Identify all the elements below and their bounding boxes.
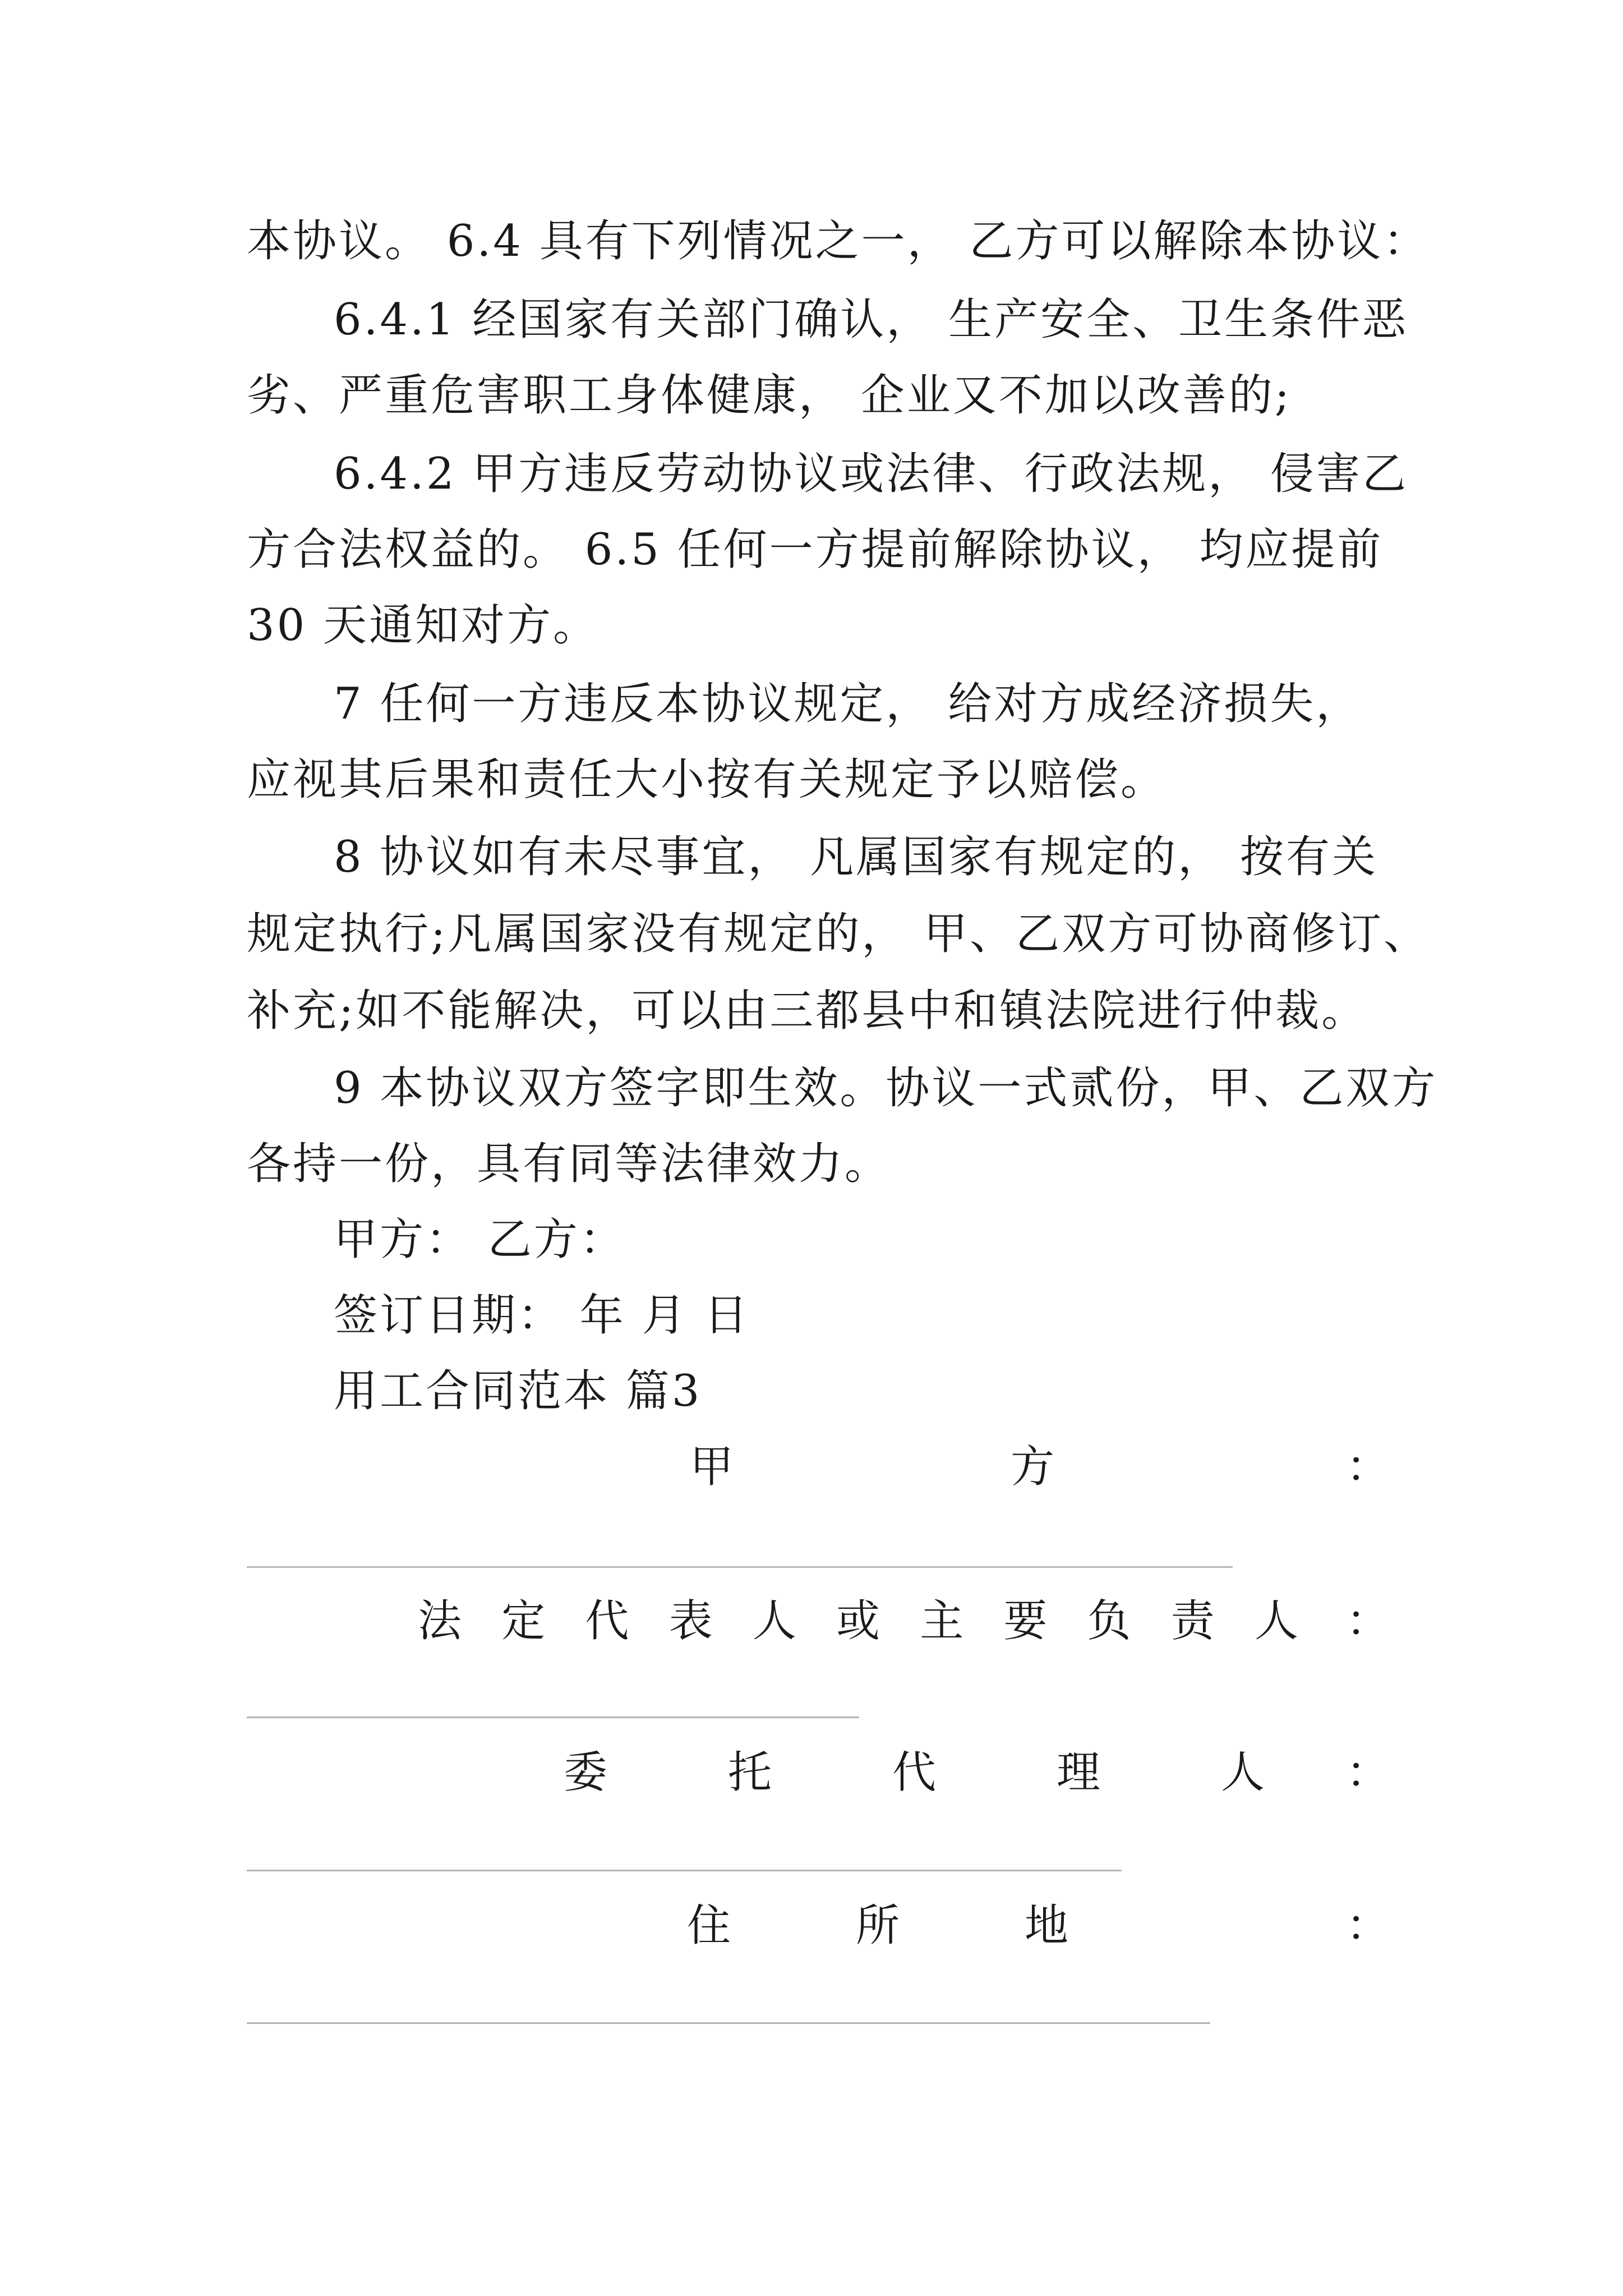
- text-line: 8 协议如有未尽事宜， 凡属国家有规定的， 按有关: [334, 832, 1378, 882]
- text-line: 本协议。 6.4 具有下列情况之一， 乙方可以解除本协议：: [247, 216, 1430, 266]
- text-line: 应视其后果和责任大小按有关规定予以赔偿。: [247, 754, 1167, 805]
- text-line: 劣、严重危害职工身体健康， 企业又不加以改善的;: [247, 370, 1292, 421]
- text-line: 6.4.2 甲方违反劳动协议或法律、行政法规， 侵害乙: [334, 449, 1409, 499]
- address-field: 住 所 地 ：: [247, 1898, 1368, 1954]
- fill-in-line: [247, 1717, 859, 1718]
- text-line: 9 本协议双方签字即生效。协议一式贰份，甲、乙双方: [334, 1063, 1438, 1114]
- field-label: 委 托 代 理 人: [564, 1747, 1265, 1798]
- text-line: 规定执行;凡属国家没有规定的， 甲、乙双方可协商修订、: [247, 909, 1430, 959]
- fill-in-line: [247, 1566, 1233, 1568]
- text-line: 30 天通知对方。: [247, 600, 600, 651]
- signing-date: 签订日期： 年 月 日: [334, 1290, 750, 1341]
- party-a-field: 甲 方 ：: [247, 1439, 1368, 1495]
- fill-in-line: [247, 1870, 1122, 1871]
- field-label: 法 定 代 表 人 或 主 要 负 责 人: [418, 1596, 1298, 1646]
- agent-field: 委 托 代 理 人 ：: [247, 1745, 1368, 1801]
- signature-parties: 甲方： 乙方：: [334, 1214, 626, 1265]
- fill-in-line: [247, 2022, 1210, 2024]
- text-line: 各持一份，具有同等法律效力。: [247, 1139, 891, 1189]
- section-heading: 用工合同范本 篇3: [334, 1366, 702, 1416]
- field-label: 住 所 地: [687, 1901, 1068, 1951]
- text-line: 7 任何一方违反本协议规定， 给对方成经济损失，: [334, 679, 1362, 729]
- text-line: 方合法权益的。 6.5 任何一方提前解除协议， 均应提前: [247, 524, 1384, 575]
- field-label: 甲 方: [690, 1442, 1054, 1492]
- legal-representative-field: 法 定 代 表 人 或 主 要 负 责 人 ：: [247, 1593, 1368, 1649]
- text-line: 补充;如不能解决，可以由三都县中和镇法院进行仲裁。: [247, 986, 1368, 1036]
- text-line: 6.4.1 经国家有关部门确认， 生产安全、卫生条件恶: [334, 295, 1409, 345]
